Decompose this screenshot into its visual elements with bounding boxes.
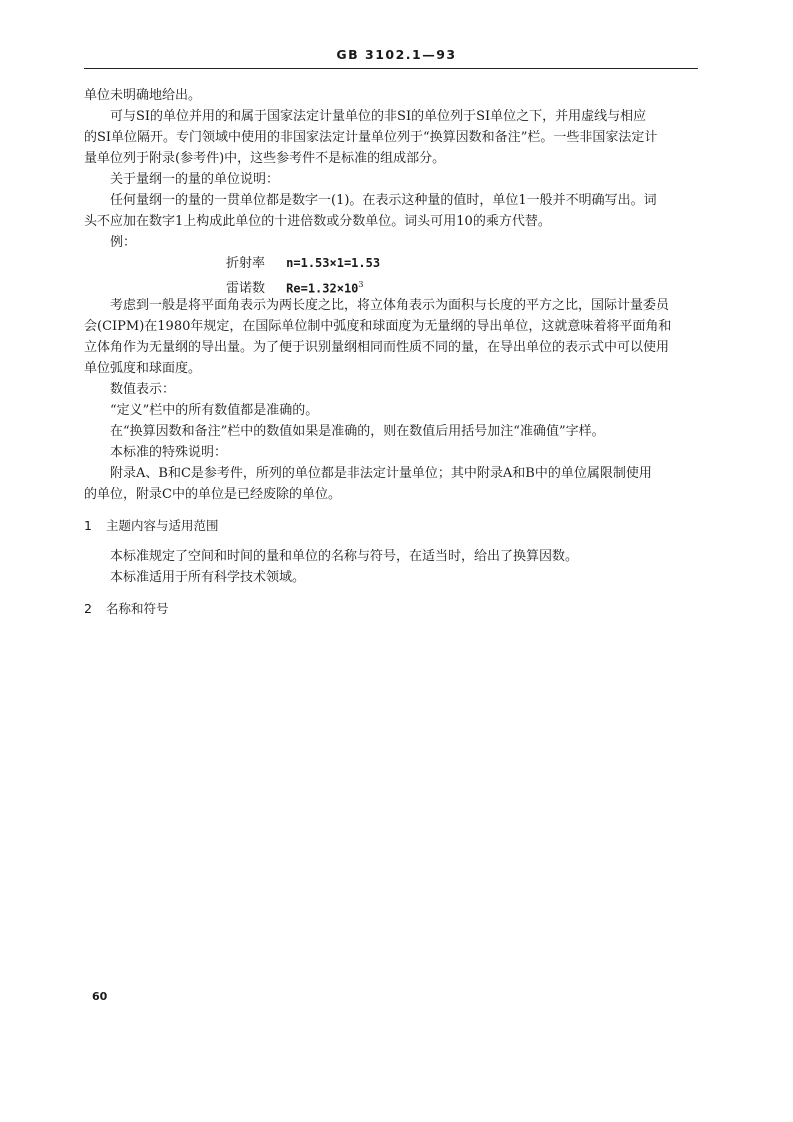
example-label: 折射率 bbox=[226, 256, 266, 271]
paragraph-line: 附录A、B和C是参考件，所列的单位都是非法定计量单位；其中附录A和B中的单位属限制使用 bbox=[110, 466, 652, 481]
paragraph-line: 立体角作为无量纲的导出量。为了便于识别量纲相同而性质不同的量，在导出单位的表示式中可以使用 bbox=[84, 340, 670, 355]
paragraph-line: “定义”栏中的所有数值都是准确的。 bbox=[110, 403, 319, 418]
page-number: 60 bbox=[92, 990, 108, 1003]
section-title: 名称和符号 bbox=[106, 601, 169, 616]
paragraph-line: 数值表示： bbox=[110, 382, 176, 397]
paragraph-line: 本标准规定了空间和时间的量和单位的名称与符号，在适当时，给出了换算因数。 bbox=[110, 549, 579, 564]
section-number: 2 bbox=[84, 601, 92, 616]
paragraph-line: 单位未明确地给出。 bbox=[84, 88, 202, 103]
example-label: 雷诺数 bbox=[226, 281, 266, 297]
paragraph-line: 会(CIPM)在1980年规定，在国际单位制中弧度和球面度为无量纲的导出单位，这就意味着将平面角和 bbox=[84, 319, 672, 334]
paragraph-line: 的单位，附录C中的单位是已经废除的单位。 bbox=[84, 487, 341, 502]
paragraph-line: 单位弧度和球面度。 bbox=[84, 361, 202, 376]
section-number: 1 bbox=[84, 518, 92, 533]
section-2-heading bbox=[84, 599, 169, 619]
paragraph-line: 本标准的特殊说明： bbox=[110, 445, 228, 460]
paragraph-line: 可与SI的单位并用的和属于国家法定计量单位的非SI的单位列于SI单位之下，并用虚线与相应 bbox=[110, 109, 647, 124]
paragraph-line: 量单位列于附录(参考件)中，这些参考件不是标准的组成部分。 bbox=[84, 151, 446, 166]
paragraph-line: 关于量纲一的量的单位说明： bbox=[110, 172, 280, 187]
running-header: GB 3102.1—93 bbox=[336, 47, 457, 62]
example-formula: Re=1.32×10 bbox=[286, 281, 359, 296]
paragraph-line: 考虑到一般是将平面角表示为两长度之比，将立体角表示为面积与长度的平方之比，国际计量委员 bbox=[110, 298, 670, 313]
section-title: 主题内容与适用范围 bbox=[106, 518, 219, 533]
paragraph-line: 任何量纲一的量的一贯单位都是数字一(1)。在表示这种量的值时，单位1一般并不明确写出。词 bbox=[110, 193, 657, 208]
example-refractive-index bbox=[226, 253, 380, 274]
example-formula: n=1.53×1=1.53 bbox=[286, 256, 381, 270]
paragraph-line: 的SI单位隔开。专门领域中使用的非国家法定计量单位列于“换算因数和备注”栏。一些非国家法定计 bbox=[84, 130, 658, 145]
section-1-heading bbox=[84, 516, 219, 536]
paragraph-line: 头不应加在数字1上构成此单位的十进倍数或分数单位。词头可用10的乘方代替。 bbox=[84, 214, 551, 229]
paragraph-line: 在“换算因数和备注”栏中的数值如果是准确的，则在数值后用括号加注“准确值”字样。 bbox=[110, 424, 605, 439]
paragraph-line: 本标准适用于所有科学技术领域。 bbox=[110, 570, 306, 585]
header-rule bbox=[84, 68, 698, 69]
example-heading: 例： bbox=[110, 235, 137, 250]
formula-exponent: 3 bbox=[358, 280, 364, 289]
